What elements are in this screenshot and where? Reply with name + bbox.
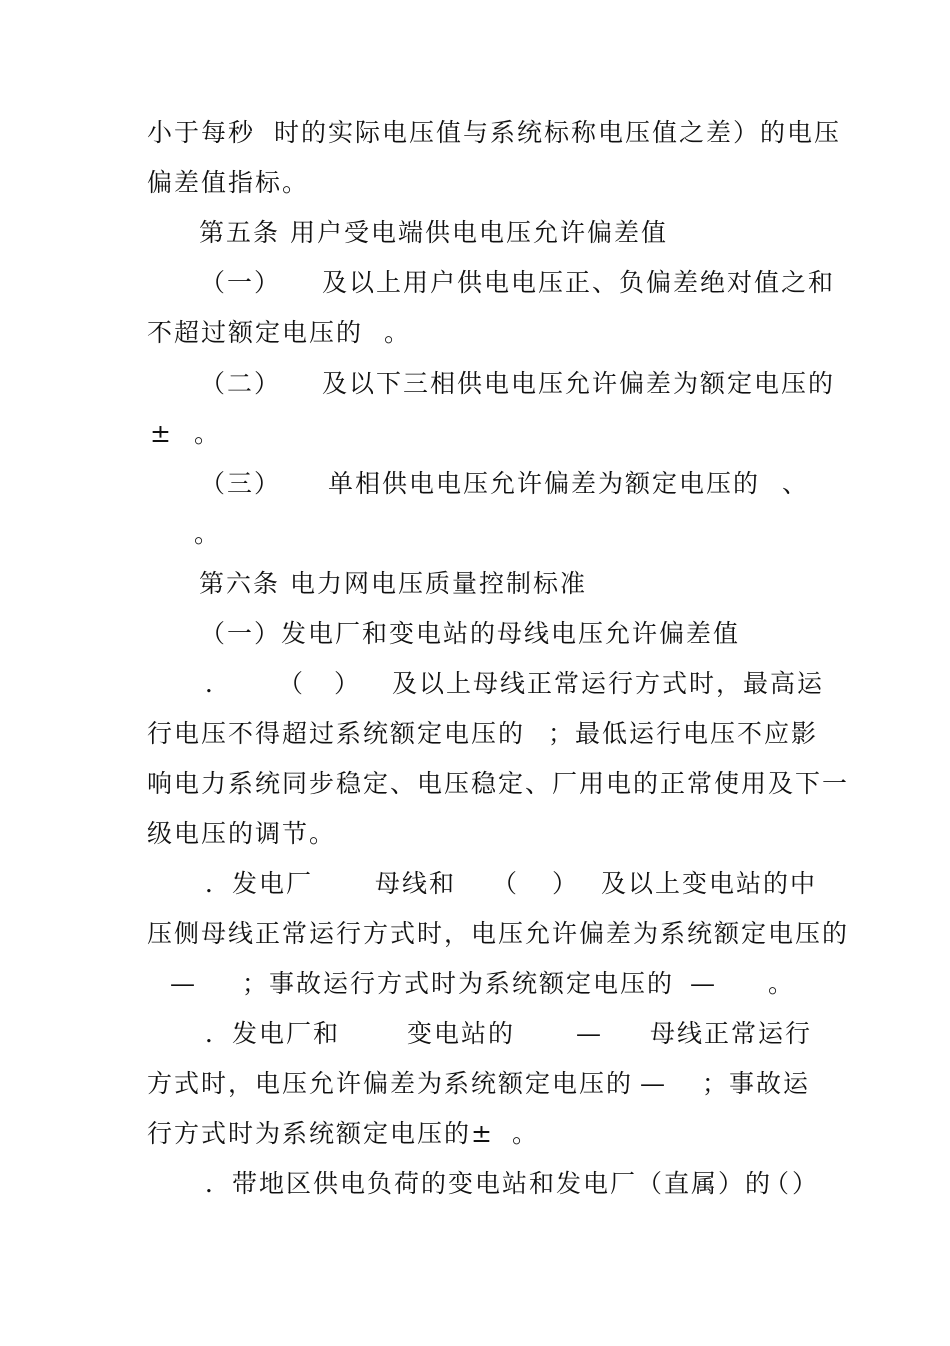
text-line — [0, 1066, 950, 1102]
text-segment: 、 — [782, 469, 810, 498]
text-segment: 单相供电电压允许偏差为额定电压的 — [328, 469, 761, 498]
text-segment: 。 — [768, 969, 796, 998]
text-segment: ．发电厂和 — [205, 1019, 341, 1048]
text-segment: 响电力系统同步稳定、电压稳定、厂用电的正常使用及下一 — [147, 769, 850, 798]
text-segment: 行电压不得超过系统额定电压的 — [147, 719, 526, 748]
text-segment: （三） — [200, 469, 282, 498]
text-line — [0, 866, 950, 902]
text-line — [0, 366, 950, 402]
text-segment: ；最低运行电压不应影 — [548, 719, 819, 748]
text-segment: 不超过额定电压的 — [147, 318, 364, 347]
text-line — [0, 1166, 950, 1202]
text-line — [0, 516, 950, 552]
text-segment: （二） — [200, 369, 282, 398]
text-segment: ） — [334, 669, 362, 698]
text-segment: 时的实际电压值与系统标称电压值之差）的电压 — [274, 118, 842, 147]
text-segment: 母线和 — [375, 869, 457, 898]
text-segment: 行方式时为系统额定电压的± — [147, 1119, 494, 1148]
text-line — [0, 165, 950, 201]
text-segment: （ — [492, 869, 520, 898]
text-line — [0, 1116, 950, 1152]
text-line — [0, 716, 950, 752]
section-heading — [0, 566, 950, 602]
text-segment: — — [690, 969, 717, 998]
text-segment: ） — [552, 869, 580, 898]
text-segment: 方式时，电压允许偏差为系统额定电压的 — [147, 1069, 634, 1098]
text-line — [0, 315, 950, 351]
text-segment: ；事故运 — [702, 1069, 811, 1098]
text-segment: （一） — [200, 268, 282, 297]
text-line — [0, 816, 950, 852]
text-segment: ．发电厂 — [205, 869, 314, 898]
text-segment: 母线正常运行 — [650, 1019, 813, 1048]
text-segment: 级电压的调节。 — [147, 819, 337, 848]
text-line — [0, 1016, 950, 1052]
text-segment: ． — [205, 669, 233, 698]
text-segment: 第六条 电力网电压质量控制标准 — [199, 569, 587, 598]
section-heading — [0, 215, 950, 251]
text-segment: — — [170, 969, 197, 998]
text-segment: 及以上用户供电电压正、负偏差绝对值之和 — [322, 268, 836, 297]
text-segment: ．带地区供电负荷的变电站和发电厂（直属）的 — [205, 1169, 773, 1198]
text-segment: （ — [764, 1169, 792, 1198]
text-segment: 及以下三相供电电压允许偏差为额定电压的 — [322, 369, 836, 398]
text-segment: 第五条 用户受电端供电电压允许偏差值 — [199, 218, 668, 247]
text-segment: 偏差值指标。 — [147, 168, 310, 197]
text-line — [0, 115, 950, 151]
text-segment: ± — [150, 419, 173, 448]
text-segment: 压侧母线正常运行方式时，电压允许偏差为系统额定电压的 — [147, 919, 850, 948]
text-line — [0, 466, 950, 502]
text-segment: — — [640, 1069, 667, 1098]
text-segment: ） — [792, 1169, 820, 1198]
text-segment: （ — [278, 669, 306, 698]
text-segment: （一）发电厂和变电站的母线电压允许偏差值 — [200, 619, 741, 648]
text-segment: 。 — [194, 419, 222, 448]
text-line — [0, 616, 950, 652]
text-segment: 变电站的 — [407, 1019, 516, 1048]
text-segment: 小于每秒 — [147, 118, 256, 147]
text-line — [0, 766, 950, 802]
text-line — [0, 416, 950, 452]
text-segment: 。 — [512, 1119, 540, 1148]
text-line — [0, 966, 950, 1002]
text-segment: 及以上变电站的中 — [601, 869, 818, 898]
text-segment: 。 — [194, 519, 222, 548]
text-line — [0, 265, 950, 301]
text-segment: 。 — [384, 318, 412, 347]
text-segment: 及以上母线正常运行方式时，最高运 — [392, 669, 825, 698]
text-line — [0, 666, 950, 702]
text-segment: — — [576, 1019, 603, 1048]
text-line — [0, 916, 950, 952]
text-segment: ；事故运行方式时为系统额定电压的 — [242, 969, 675, 998]
